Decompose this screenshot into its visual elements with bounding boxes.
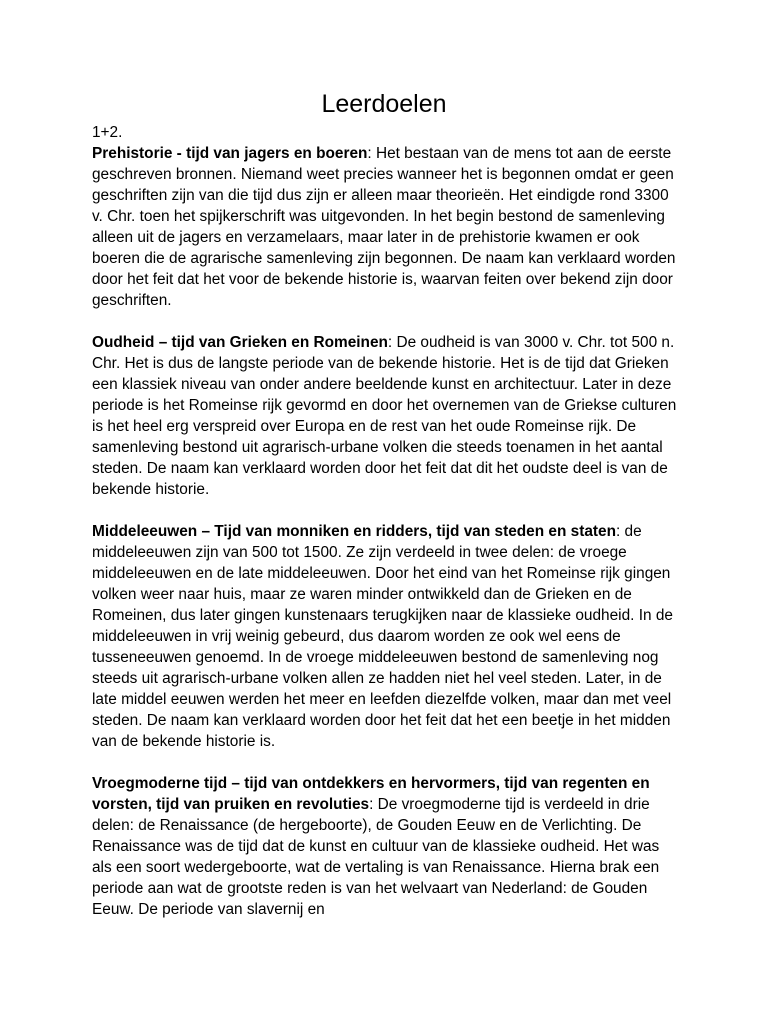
section-body: : de middeleeuwen zijn van 500 tot 1500. Ze zijn verdeeld in twee delen: de vroege middeleeuwen en de late middeleeuwen. Door het eind van het Romeinse rijk gingen volken weer naar huis, maar ze waren minder ontwikkeld dan de Grieken en de Romeinen, dus later gingen kunstenaars terugkijken naar de klassieke oudheid. In de middeleeuwen in vrij weinig gebeurd, dus daarom worden ze ook wel eens de tusseneeuwen genoemd. In de vroege middeleeuwen bestond de samenleving nog steeds uit agrarisch-urbane volken allen ze hadden niet hel veel steden. Later, in de late middel eeuwen werden het meer en leefden diezelfde volken, maar dan met veel steden. De naam kan verklaard worden door het feit dat het een beetje in het midden van de bekende historie is. [92,523,673,750]
section-middeleeuwen [92,521,682,752]
section-heading: Middeleeuwen – Tijd van monniken en ridders, tijd van steden en staten [92,523,616,540]
section-body: : Het bestaan van de mens tot aan de eerste geschreven bronnen. Niemand weet precies wanneer het is begonnen omdat er geen geschriften zijn van die tijd dus zijn er alleen maar theorieën. Het eindigde rond 3300 v. Chr. toen het spijkerschrift was uitgevonden. In het begin bestond de samenleving alleen uit de jagers en verzamelaars, maar later in de prehistorie kwamen er ook boeren die de agrarische samenleving zijn begonnen. De naam kan verklaard worden door het feit dat het voor de bekende historie is, waarvan feiten over bekend zijn door geschriften. [92,145,676,309]
section-body: : De vroegmoderne tijd is verdeeld in drie delen: de Renaissance (de hergeboorte), de Gouden Eeuw en de Verlichting. De Renaissance was de tijd dat de kunst en cultuur van de klassieke oudheid. Het was als een soort wedergeboorte, wat de vertaling is van Renaissance. Hierna brak een periode aan wat de grootste reden is van het welvaart van Nederland: de Gouden Eeuw. De periode van slavernij en [92,796,660,918]
section-prehistorie [92,143,682,311]
section-heading: Oudheid – tijd van Grieken en Romeinen [92,334,388,351]
section-heading: Vroegmoderne tijd – tijd van ontdekkers en hervormers, tijd van regenten en vorsten, tijd van pruiken en revoluties [92,775,650,813]
section-heading: Prehistorie - tijd van jagers en boeren [92,145,368,162]
section-vroegmoderne-tijd [92,773,682,920]
document-body [92,122,682,941]
intro-line: 1+2. [92,124,123,141]
section-body: : De oudheid is van 3000 v. Chr. tot 500 n. Chr. Het is dus de langste periode van de bekende historie. Het is de tijd dat Grieken een klassiek niveau van onder andere beeldende kunst en architectuur. Later in deze periode is het Romeinse rijk gevormd en door het overnemen van de Griekse culturen is het heel erg verspreid over Europa en de rest van het oude Romeinse rijk. De samenleving bestond uit agrarisch-urbane volken die steeds toenamen in het aantal steden. De naam kan verklaard worden door het feit dat dit het oudste deel is van de bekende historie. [92,334,677,498]
page-title: Leerdoelen [321,90,447,118]
section-oudheid [92,332,682,500]
